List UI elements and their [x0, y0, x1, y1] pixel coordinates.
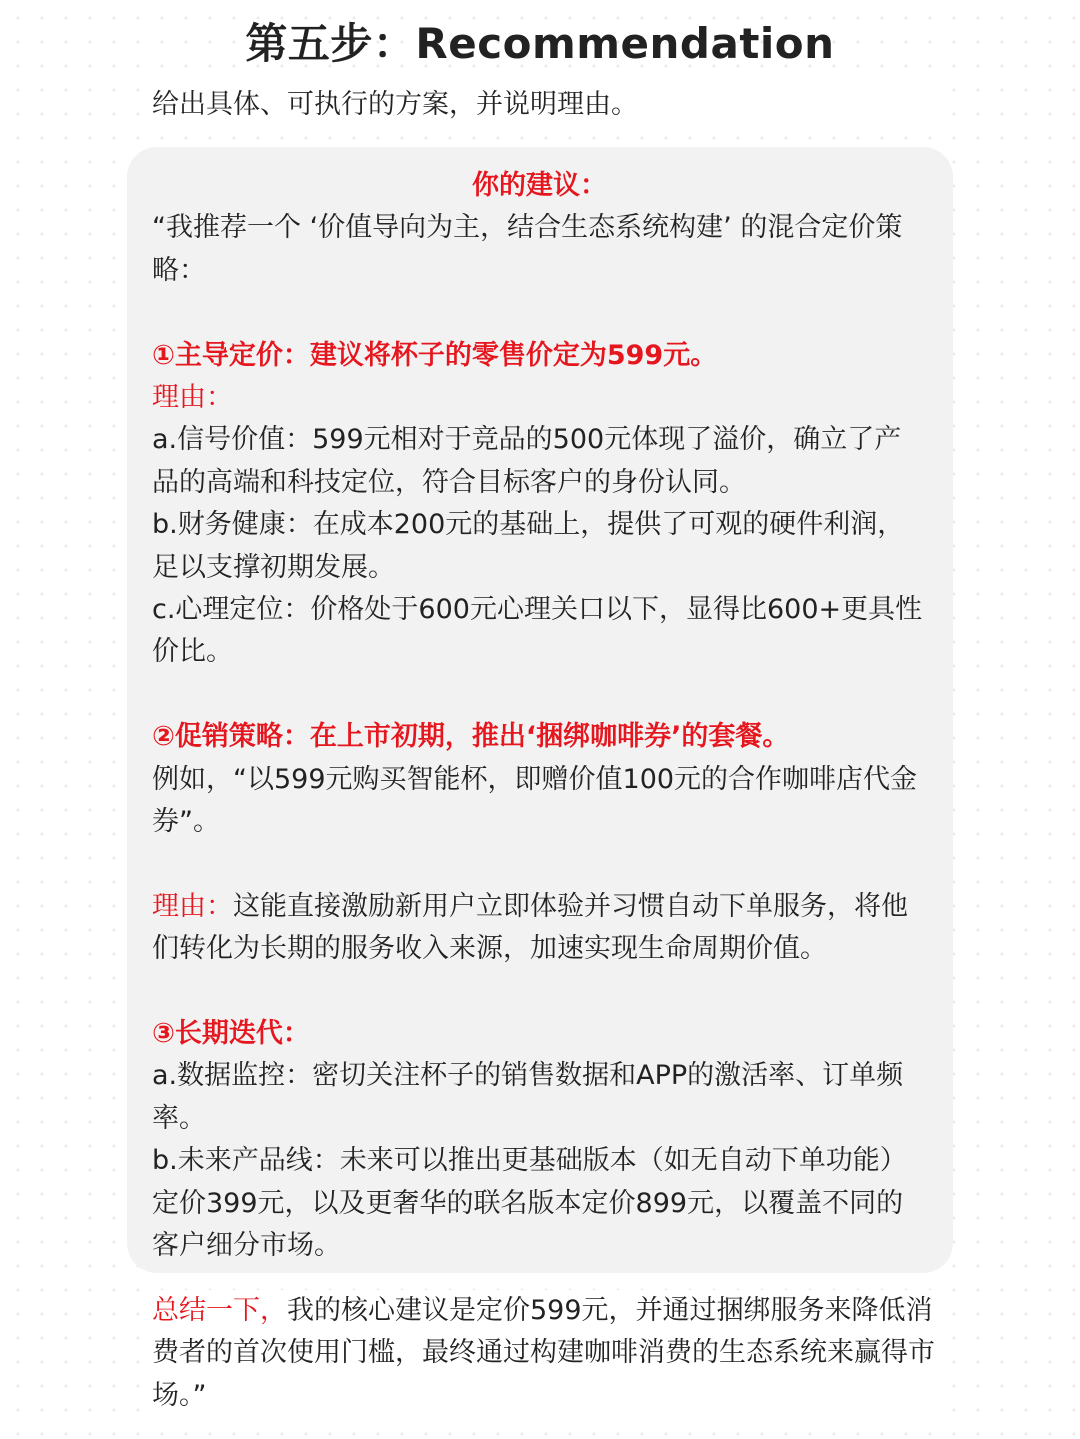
- section-2-example: 例如，“以599元购买智能杯，即赠价值100元的合作咖啡店代金券”。: [152, 763, 918, 838]
- summary-text: [152, 1290, 942, 1417]
- section-2-reason-text: 这能直接激励新用户立即体验并习惯自动下单服务，将他们转化为长期的服务收入来源，加速实现生命周期价值。: [152, 890, 908, 965]
- spacer: [152, 843, 927, 885]
- spacer: [152, 674, 927, 716]
- section-1-point-a: a.信号价值：599元相对于竞品的500元体现了溢价，确立了产品的高端和科技定位，符合目标客户的身份认同。: [152, 424, 902, 498]
- section-3-point-a: a.数据监控：密切关注杯子的销售数据和APP的激活率、订单频率。: [152, 1060, 904, 1134]
- card-heading: 你的建议：: [472, 170, 607, 201]
- section-2-reason-label: 理由：: [152, 890, 233, 922]
- section-2-title: ②促销策略：在上市初期，推出‘捆绑咖啡券’的套餐。: [152, 721, 790, 753]
- section-1-title: ①主导定价：建议将杯子的零售价定为599元。: [152, 339, 718, 371]
- spacer: [152, 971, 927, 1013]
- section-1-point-b: b.财务健康：在成本200元的基础上，提供了可观的硬件利润，足以支撑初期发展。: [152, 509, 905, 583]
- section-3-title: ③长期迭代：: [152, 1018, 310, 1050]
- summary-body: 我的核心建议是定价599元，并通过捆绑服务来降低消费者的首次使用门槛，最终通过构建咖啡消费的生态系统来赢得市场。”: [152, 1295, 935, 1411]
- page-title: 第五步：Recommendation: [245, 19, 835, 68]
- summary-label: 总结一下，: [152, 1295, 287, 1326]
- opening-statement: “我推荐一个 ‘价值导向为主，结合生态系统构建’ 的混合定价策略：: [152, 212, 903, 286]
- section-1-point-c: c.心理定位：价格处于600元心理关口以下，显得比600+更具性价比。: [152, 594, 923, 668]
- section-3-point-b: b.未来产品线：未来可以推出更基础版本（如无自动下单功能）定价399元，以及更奢华的联名版本定价899元，以覆盖不同的客户细分市场。: [152, 1145, 907, 1262]
- intro-text: 给出具体、可执行的方案，并说明理由。: [152, 84, 952, 126]
- section-1-reason-label: 理由：: [152, 382, 233, 414]
- spacer: [152, 292, 927, 334]
- recommendation-card: [127, 147, 953, 1273]
- section-2-reason: [152, 886, 927, 971]
